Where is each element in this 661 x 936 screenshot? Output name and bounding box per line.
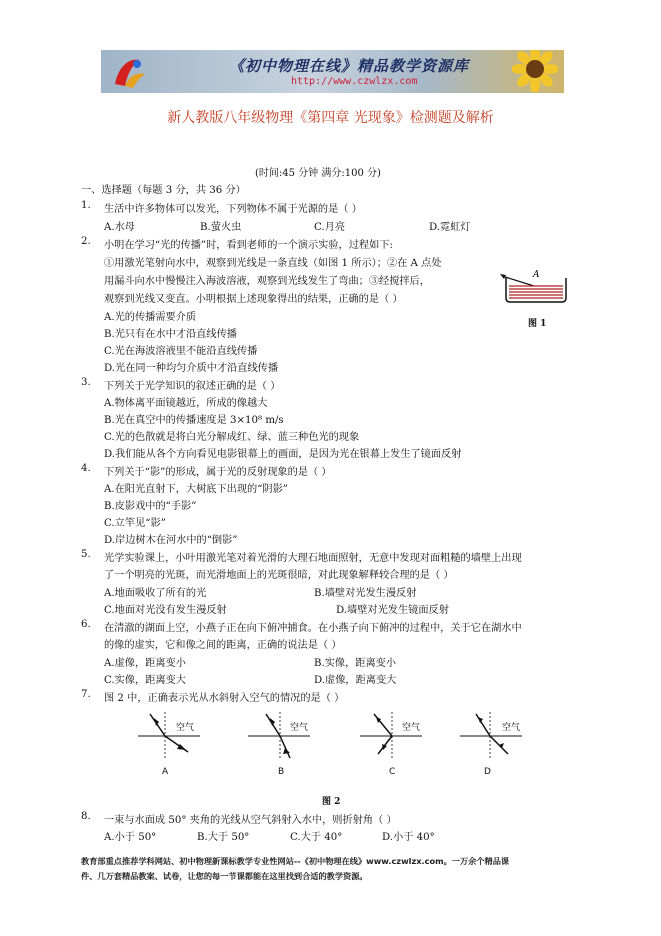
footer-line-1: 教育部重点推荐学科网站、初中物理新课标教学专业性网站--《初中物理在线》www.czwlzx.com。一万余个精品课 (81, 856, 510, 866)
q4-option-d: D.岸边树木在河水中的“倒影” (104, 535, 238, 546)
q2-line-4: 观察到光线又变直。小明根据上述现象得出的结果，正确的是（ ） (104, 294, 403, 305)
figure-1-water-tank (500, 264, 570, 306)
q6-option-a: A.虚像，距离变小 (104, 658, 186, 669)
diagram-b (248, 712, 310, 760)
q5-option-c: C.地面对光没有发生漫反射 (104, 605, 227, 616)
q5-option-d: D.墙壁对光发生镜面反射 (336, 605, 449, 616)
figure-2-label-c: C (389, 767, 396, 777)
q4-stem: 下列关于“影”的形成，属于光的反射现象的是（ ） (104, 467, 332, 478)
q1-option-a: A.水母 (104, 222, 135, 233)
exam-meta: (时间:45 分钟 满分:100 分) (255, 168, 381, 179)
q8-option-a: A.小于 50° (104, 832, 157, 843)
q1-number: 1. (81, 200, 91, 211)
q3-stem: 下列关于光学知识的叙述正确的是（ ） (104, 381, 281, 392)
q3-option-c: C.光的色散就是将白光分解成红、绿、蓝三种色光的现象 (104, 432, 360, 443)
section-heading: 一、选择题（每题 3 分，共 36 分） (81, 185, 246, 196)
q6-line-1: 在清澈的湖面上空，小燕子正在向下俯冲捕食。在小燕子向下俯冲的过程中，关于它在湖水中 (104, 623, 522, 634)
q2-option-b: B.光只有在水中才沿直线传播 (104, 329, 237, 340)
q1-option-d: D.霓虹灯 (429, 222, 471, 233)
q6-option-b: B.实像，距离变小 (314, 658, 397, 669)
diagram-a-air-label: 空气 (176, 723, 195, 733)
banner-title: 《初中物理在线》精品教学资源库 (229, 57, 470, 75)
q8-option-b: B.大于 50° (197, 832, 250, 843)
diagram-c-air-label: 空气 (402, 723, 421, 733)
q5-number: 5. (81, 549, 91, 560)
diagram-d (460, 712, 522, 760)
q2-line-2: ①用激光笔射向水中，观察到光线是一条直线（如图 1 所示）；②在 A 点处 (104, 258, 442, 269)
q3-number: 3. (81, 377, 91, 388)
q8-number: 8. (81, 811, 91, 822)
q6-line-2: 的像的虚实，它和像之间的距离，正确的说法是（ ） (104, 640, 342, 651)
diagram-c (360, 712, 422, 760)
q3-option-a: A.物体离平面镜越近，所成的像越大 (104, 398, 268, 409)
diagram-b-air-label: 空气 (290, 723, 309, 733)
q2-option-c: C.光在海波溶液里不能沿直线传播 (104, 346, 258, 357)
q7-stem: 图 2 中，正确表示光从水斜射入空气的情况的是（ ） (104, 693, 345, 704)
q5-option-b: B.墙壁对光发生漫反射 (314, 588, 417, 599)
q5-option-a: A.地面吸收了所有的光 (104, 588, 207, 599)
figure-2-label-a: A (162, 767, 169, 777)
q8-stem: 一束与水面成 50° 夹角的光线从空气斜射入水中，则折射角（ ） (104, 815, 397, 826)
banner-url[interactable]: http://www.czwlzx.com (291, 76, 418, 87)
q2-line-3: 用漏斗向水中慢慢注入海波溶液，观察到光线发生了弯曲；③经搅拌后， (104, 276, 430, 287)
q1-option-c: C.月亮 (314, 222, 346, 233)
q2-option-a: A.光的传播需要介质 (104, 312, 197, 323)
figure-2-caption: 图 2 (322, 797, 341, 807)
q5-line-1: 光学实验课上，小叶用激光笔对着光滑的大理石地面照射，无意中发现对面粗糙的墙壁上出现 (104, 553, 522, 564)
q7-number: 7. (81, 689, 91, 700)
q4-option-c: C.立竿见“影” (104, 518, 166, 529)
q8-option-c: C.大于 40° (290, 832, 343, 843)
footer-line-2: 件、几万套精品教案、试卷，让您的每一节课都能在这里找到合适的教学资源。 (81, 871, 368, 881)
q1-stem: 生活中许多物体可以发光，下列物体不属于光源的是（ ） (104, 204, 362, 215)
q8-option-d: D.小于 40° (382, 832, 435, 843)
figure-1-caption: 图 1 (528, 319, 547, 329)
document-title: 新人教版八年级物理《第四章 光现象》检测题及解析 (167, 110, 494, 126)
q6-option-d: D.虚像，距离变大 (314, 675, 397, 686)
q4-option-a: A.在阳光直射下，大树底下出现的“阴影” (104, 484, 289, 495)
q3-option-d: D.我们能从各个方向看见电影银幕上的画面，是因为光在银幕上发生了镜面反射 (104, 449, 462, 460)
header-banner (101, 50, 564, 93)
diagram-a (138, 712, 200, 760)
q6-number: 6. (81, 619, 91, 630)
sunflower-icon (512, 50, 558, 92)
q6-option-c: C.实像，距离变大 (104, 675, 186, 686)
q2-number: 2. (81, 236, 91, 247)
q2-line-1: 小明在学习“光的传播”时，看到老师的一个演示实验，过程如下: (104, 240, 393, 251)
q5-line-2: 了一个明亮的光斑，而光滑地面上的光斑很暗，对此现象解释较合理的是（ ） (104, 570, 454, 581)
q4-option-b: B.皮影戏中的“手影” (104, 501, 197, 512)
site-logo-icon (109, 54, 149, 90)
q3-option-b: B.光在真空中的传播速度是 3×10⁸ m/s (104, 415, 284, 426)
diagram-d-air-label: 空气 (502, 723, 521, 733)
figure-2-refraction-diagrams (130, 708, 540, 778)
figure-1-point-label: A (533, 270, 540, 280)
figure-2-label-b: B (278, 767, 285, 777)
figure-2-label-d: D (484, 767, 491, 777)
q4-number: 4. (81, 463, 91, 474)
q2-option-d: D.光在同一种均匀介质中才沿直线传播 (104, 363, 279, 374)
q1-option-b: B.萤火虫 (200, 222, 242, 233)
